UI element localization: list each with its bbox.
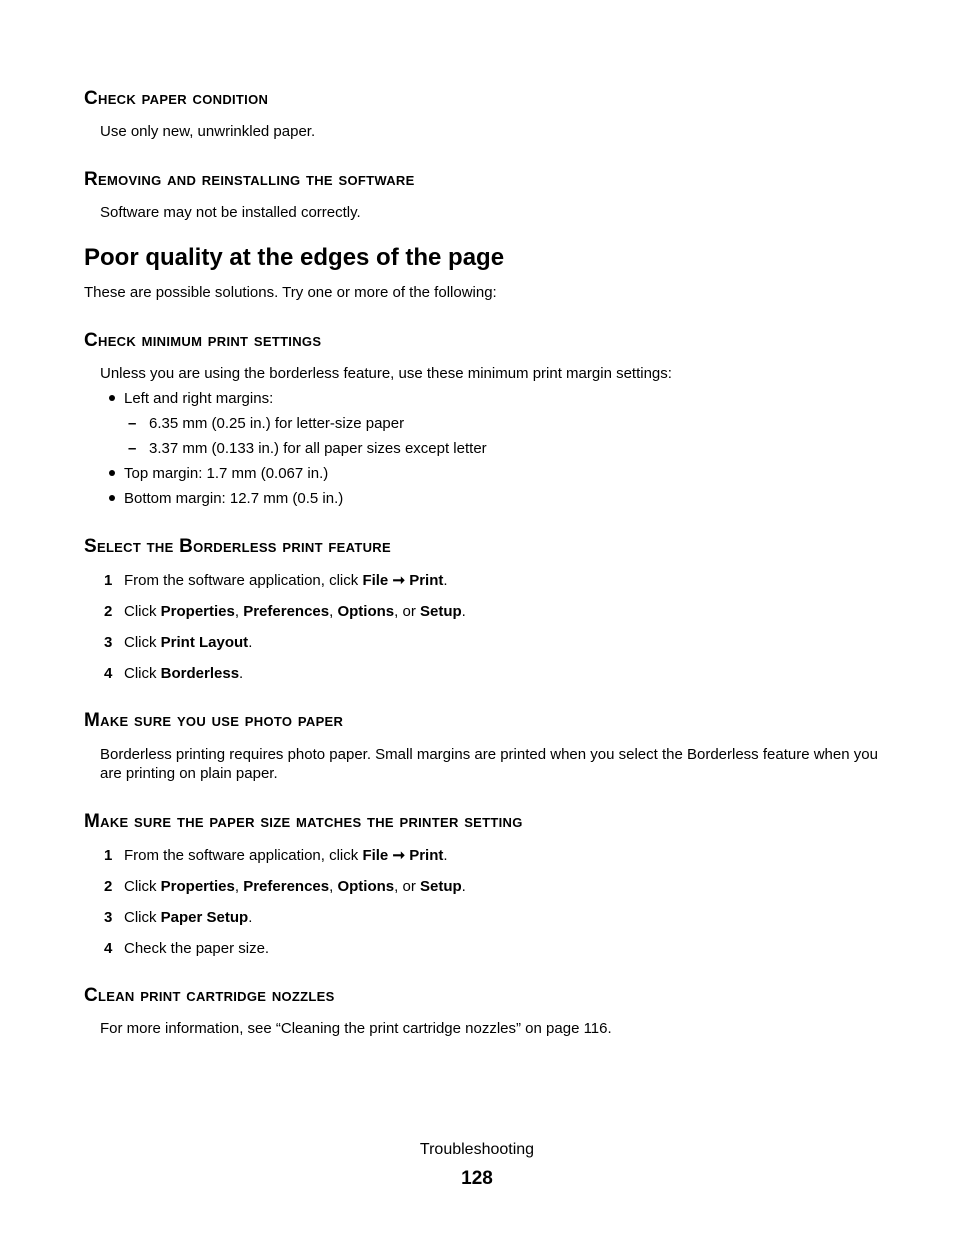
step-number: 2	[104, 603, 113, 620]
bullet-icon	[109, 395, 115, 401]
heading-check-paper-condition: Check paper condition	[84, 88, 269, 109]
intro-text: These are possible solutions. Try one or more of the following:	[84, 284, 497, 301]
photo-paper-text: Borderless printing requires photo paper. Small margins are printed when you select the Borderless feature when you are printing on plain paper.	[100, 746, 878, 782]
min-settings-intro: Unless you are using the borderless feature, use these minimum print margin settings:	[100, 365, 672, 382]
bullet-top-margin: Top margin: 1.7 mm (0.067 in.)	[124, 465, 329, 482]
bullet-icon	[109, 495, 115, 501]
heading-reinstall-software: Removing and reinstalling the software	[84, 169, 415, 190]
step-number: 3	[104, 634, 113, 651]
dash-icon: –	[128, 440, 137, 457]
heading-borderless-feature: Select the Borderless print feature	[84, 536, 391, 557]
step-number: 4	[104, 665, 113, 682]
paper-size-step-2: Click Properties, Preferences, Options, or Setup.	[124, 878, 466, 895]
bullet-left-right-margins: Left and right margins:	[124, 390, 274, 407]
reinstall-text: Software may not be installed correctly.	[100, 204, 361, 221]
step-number: 1	[104, 572, 113, 589]
borderless-step-1: From the software application, click File ➞ Print.	[124, 572, 448, 589]
heading-min-print-settings: Check minimum print settings	[84, 330, 322, 351]
bullet-icon	[109, 470, 115, 476]
borderless-step-4: Click Borderless.	[124, 665, 244, 682]
page-title: Poor quality at the edges of the page	[84, 244, 505, 271]
sub-bullet-other: 3.37 mm (0.133 in.) for all paper sizes except letter	[149, 440, 487, 457]
paper-size-step-1: From the software application, click File ➞ Print.	[124, 847, 448, 864]
nozzles-text: For more information, see “Cleaning the print cartridge nozzles” on page 116.	[100, 1020, 612, 1037]
borderless-step-2: Click Properties, Preferences, Options, or Setup.	[124, 603, 466, 620]
footer-section-label: Troubleshooting	[419, 1141, 535, 1158]
paper-size-step-4: Check the paper size.	[124, 940, 270, 957]
heading-photo-paper: Make sure you use photo paper	[84, 710, 344, 731]
step-number: 4	[104, 940, 113, 957]
sub-bullet-letter: 6.35 mm (0.25 in.) for letter-size paper	[149, 415, 405, 432]
step-number: 3	[104, 909, 113, 926]
dash-icon: –	[128, 415, 137, 432]
page-number: 128	[461, 1168, 493, 1189]
heading-clean-nozzles: Clean print cartridge nozzles	[84, 985, 335, 1006]
paper-size-step-3: Click Paper Setup.	[124, 909, 253, 926]
bullet-bottom-margin: Bottom margin: 12.7 mm (0.5 in.)	[124, 490, 344, 507]
borderless-step-3: Click Print Layout.	[124, 634, 253, 651]
heading-paper-size-match: Make sure the paper size matches the printer setting	[84, 811, 523, 832]
step-number: 1	[104, 847, 113, 864]
step-number: 2	[104, 878, 113, 895]
check-paper-text: Use only new, unwrinkled paper.	[100, 123, 316, 140]
